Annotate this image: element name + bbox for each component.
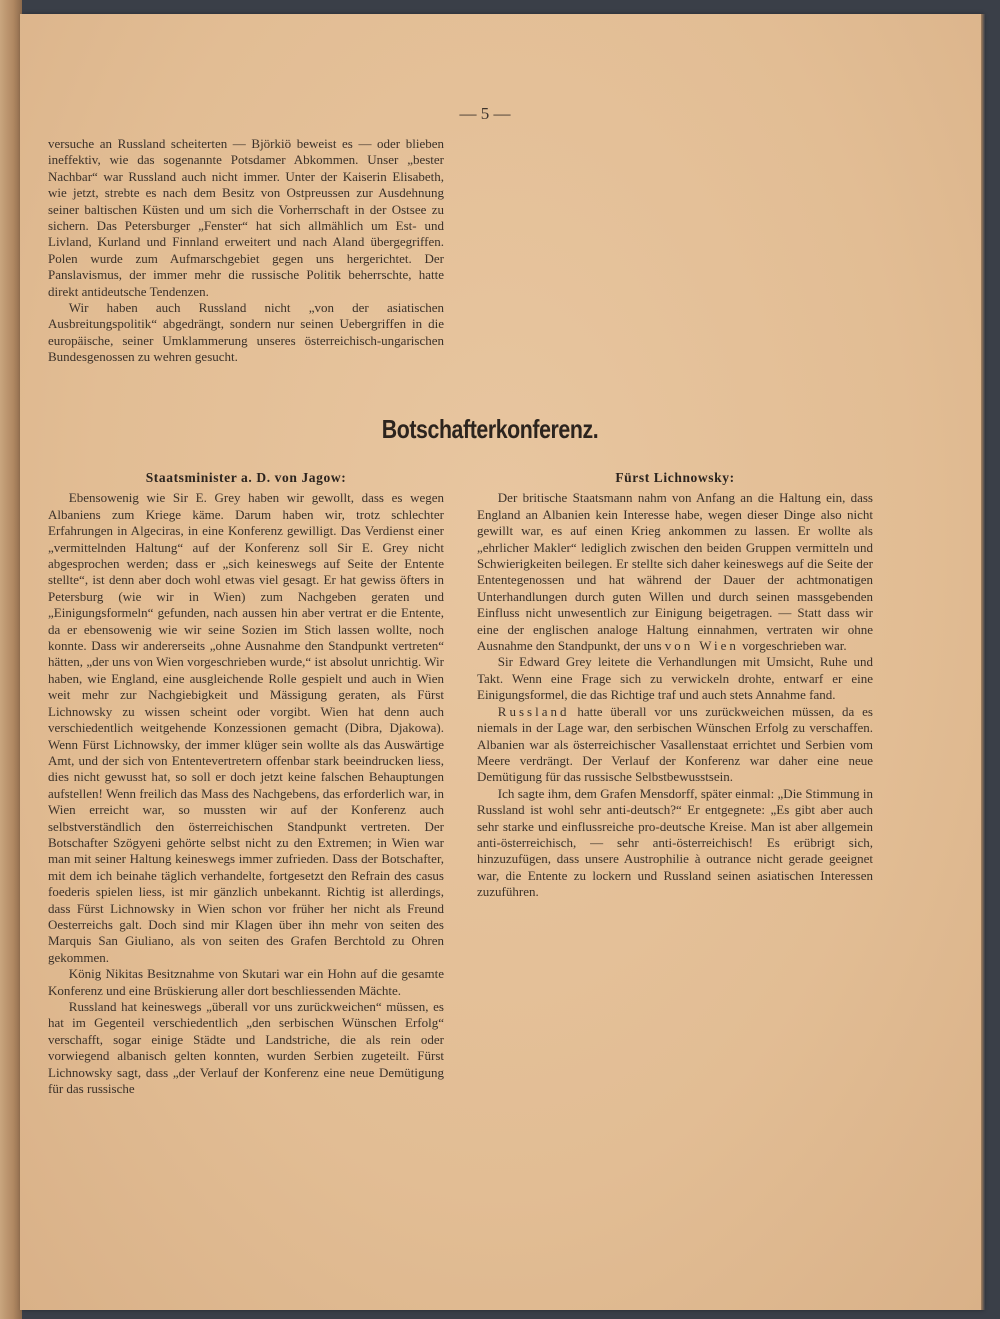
left-paragraph-1: Ebensowenig wie Sir E. Grey haben wir gewollt, dass es wegen Albaniens zum Kriege käme. Darum haben wir, trotz schlechter Erfahrungen in Algeciras, in eine Konferenz gewilligt. Das Verdienst einer „vermittelnden Haltung“ auf der Konferenz soll Sir E. Grey nicht abgesprochen werden; dass er „sich keineswegs auf Seite der Entente stellte“, ist denn aber doch wohl etwas viel gesagt. Er hat gewiss öfters in Petersburg (wie wir in Wien) zum Nachgeben geraten und „Einigungsformeln“ gefunden, nach aussen hin aber vertrat er die Entente, da er ebensowenig wie wir seine Sozien im Stich lassen wollte, noch konnte. Dass wir andererseits „ohne Ausnahme den Standpunkt vertreten“ hätten, „der uns von Wien vorgeschrieben wurde,“ ist absolut unrichtig. Wir haben, wie England, eine ausgleichende Rolle gespielt und auch in Wien weit mehr zur Nachgiebigkeit und Mässigung geraten, als Fürst Lichnowsky zu wissen scheint oder vorgibt. Wien hat denn auch verschiedentlich weitgehende Konzessionen gemacht (Dibra, Djakowa). Wenn Fürst Lichnowsky, der immer klüger sein wollte als das Auswärtige Amt, und der sich von Ententevertretern offenbar stark beeindrucken liess, dies nicht gewusst hat, so soll er doch jetzt keine falschen Behauptungen aufstellen! Wenn freilich das Mass des Nachgebens, das erforderlich war, in Wien erreicht war, so mussten wir auf der Konferenz auch selbstverständlich den österreichischen Standpunkt vertreten. Der Botschafter Szögyeni gehörte selbst nicht zu den Extremen; in Wien war man mit seiner Haltung keineswegs immer zufrieden. Dass der Botschafter, mit dem ich beinahe täglich verhandelte, fortgesetzt den Refrain des casus foederis spielen liess, ist mir gänzlich unbekannt. Richtig ist allerdings, dass Fürst Lichnowsky in Wien schon vor früher her nicht als Freund Oesterreichs galt. Doch sind mir Klagen über ihn mehr von seiten des Marquis San Giuliano, als von seiten des Grafen Berchtold zu Ohren gekommen. xyxy=(48,490,444,965)
right-column xyxy=(477,470,873,901)
intro-text-block xyxy=(48,136,444,366)
right-paragraph-3-text: hatte überall vor uns zurückweichen müssen, da es niemals in der Lage war, den serbischen Wünschen Erfolg zu verschaffen. Albanien war als österreichischer Vasallenstaat errichtet und Serbien vom Meere verdrängt. Der Verlauf der Konferenz war daher eine neue Demütigung für das russische Selbstbewusstsein. xyxy=(477,703,873,785)
right-paragraph-3 xyxy=(477,704,873,786)
right-paragraph-2: Sir Edward Grey leitete die Verhandlungen mit Umsicht, Ruhe und Takt. Wenn eine Frage sich zu verwickeln drohte, entwarf er eine Einigungsformel, die das Richtige traf und auch stets Annahme fand. xyxy=(477,654,873,703)
left-column xyxy=(48,470,444,1097)
left-paragraph-2: König Nikitas Besitznahme von Skutari war ein Hohn auf die gesamte Konferenz und eine Brüskierung aller dort beschliessenden Mächte. xyxy=(48,966,444,998)
right-paragraph-3-emphasis: Russland xyxy=(497,703,570,719)
right-paragraph-1 xyxy=(477,490,873,654)
left-paragraph-3: Russland hat keineswegs „überall vor uns zurückweichen“ müssen, es hat im Gegenteil verschiedentlich „den serbischen Wünschen Erfolg“ verschafft, sogar einige Städte und Landstriche, die als rein oder vorwiegend albanisch gelten konnten, wurden Serbien zugeteilt. Fürst Lichnowsky sagt, dass „der Verlauf der Konferenz eine neue Demütigung für das russische xyxy=(48,999,444,1097)
right-column-heading: Fürst Lichnowsky: xyxy=(615,470,735,485)
right-paragraph-1-text-b: vorgeschrieben war. xyxy=(738,638,847,654)
left-column-heading: Staatsminister a. D. von Jagow: xyxy=(145,470,347,485)
right-paragraph-4: Ich sagte ihm, dem Grafen Mensdorff, später einmal: „Die Stimmung in Russland ist wohl sehr anti-deutsch?“ Er entgegnete: „Es gibt aber auch sehr starke und einflussreiche pro-deutsche Kreise. Man ist aber allgemein anti-österreichisch, — sehr anti-österreichisch! Es erübrigt sich, hinzuzufügen, dass unsere Austrophilie à outrance nicht gerade geeignet war, die Entente zu lockern und Russland seinen asiatischen Interessen zuzuführen. xyxy=(477,785,873,900)
document-page xyxy=(20,14,982,1310)
section-title: Botschafterkonferenz. xyxy=(381,414,599,444)
right-paragraph-1-text-a: Der britische Staatsmann nahm von Anfang an die Haltung ein, dass England an Albanien kein Interesse habe, wegen dieser Dinge also nicht gewillt war, es auf einen Krieg ankommen zu lassen. Er wollte als „ehrlicher Makler“ lediglich zwischen den beiden Gruppen vermitteln und Schwierigkeiten beilegen. Er stellte sich daher keineswegs auf die Seite der Ententegenossen und hat während der Dauer der achtmonatigen Unterhandlungen durch guten Willen und durch seinen massgebenden Einfluss nicht unwesentlich zur Einigung beigetragen. — Statt dass wir eine der englischen analoge Haltung einnahmen, vertraten wir ohne Ausnahme den Standpunkt, der uns xyxy=(477,490,873,654)
previous-page-edge xyxy=(0,0,22,1319)
page-number: — 5 — xyxy=(459,104,511,123)
page-edge-shadow xyxy=(981,14,985,1310)
intro-paragraph-2: Wir haben auch Russland nicht „von der asiatischen Ausbreitungspolitik“ abgedrängt, sondern nur seinen Uebergriffen in die europäische, seiner Umklammerung unseres österreichisch-ungarischen Bundesgenossen zu wehren gesucht. xyxy=(48,300,444,365)
intro-paragraph-1: versuche an Russland scheiterten — Björkiö beweist es — oder blieben ineffektiv, wie das sogenannte Potsdamer Abkommen. Unser „bester Nachbar“ war Russland auch nicht immer. Unter der Kaiserin Elisabeth, wie jetzt, strebte es nach dem Besitz von Ostpreussen zur Ausdehnung seiner baltischen Küsten und um sich die Vorherrschaft in der Ostsee zu sichern. Das Petersburger „Fenster“ hat sich allmählich um Est- und Livland, Kurland und Finnland erweitert und nach Aland übergegriffen. Polen wurde zum Aufmarschgebiet gegen uns hergerichtet. Der Panslavismus, der immer mehr die russische Politik beherrschte, hatte direkt antideutsche Tendenzen. xyxy=(48,136,444,299)
right-paragraph-1-emphasis: von Wien xyxy=(664,638,739,654)
